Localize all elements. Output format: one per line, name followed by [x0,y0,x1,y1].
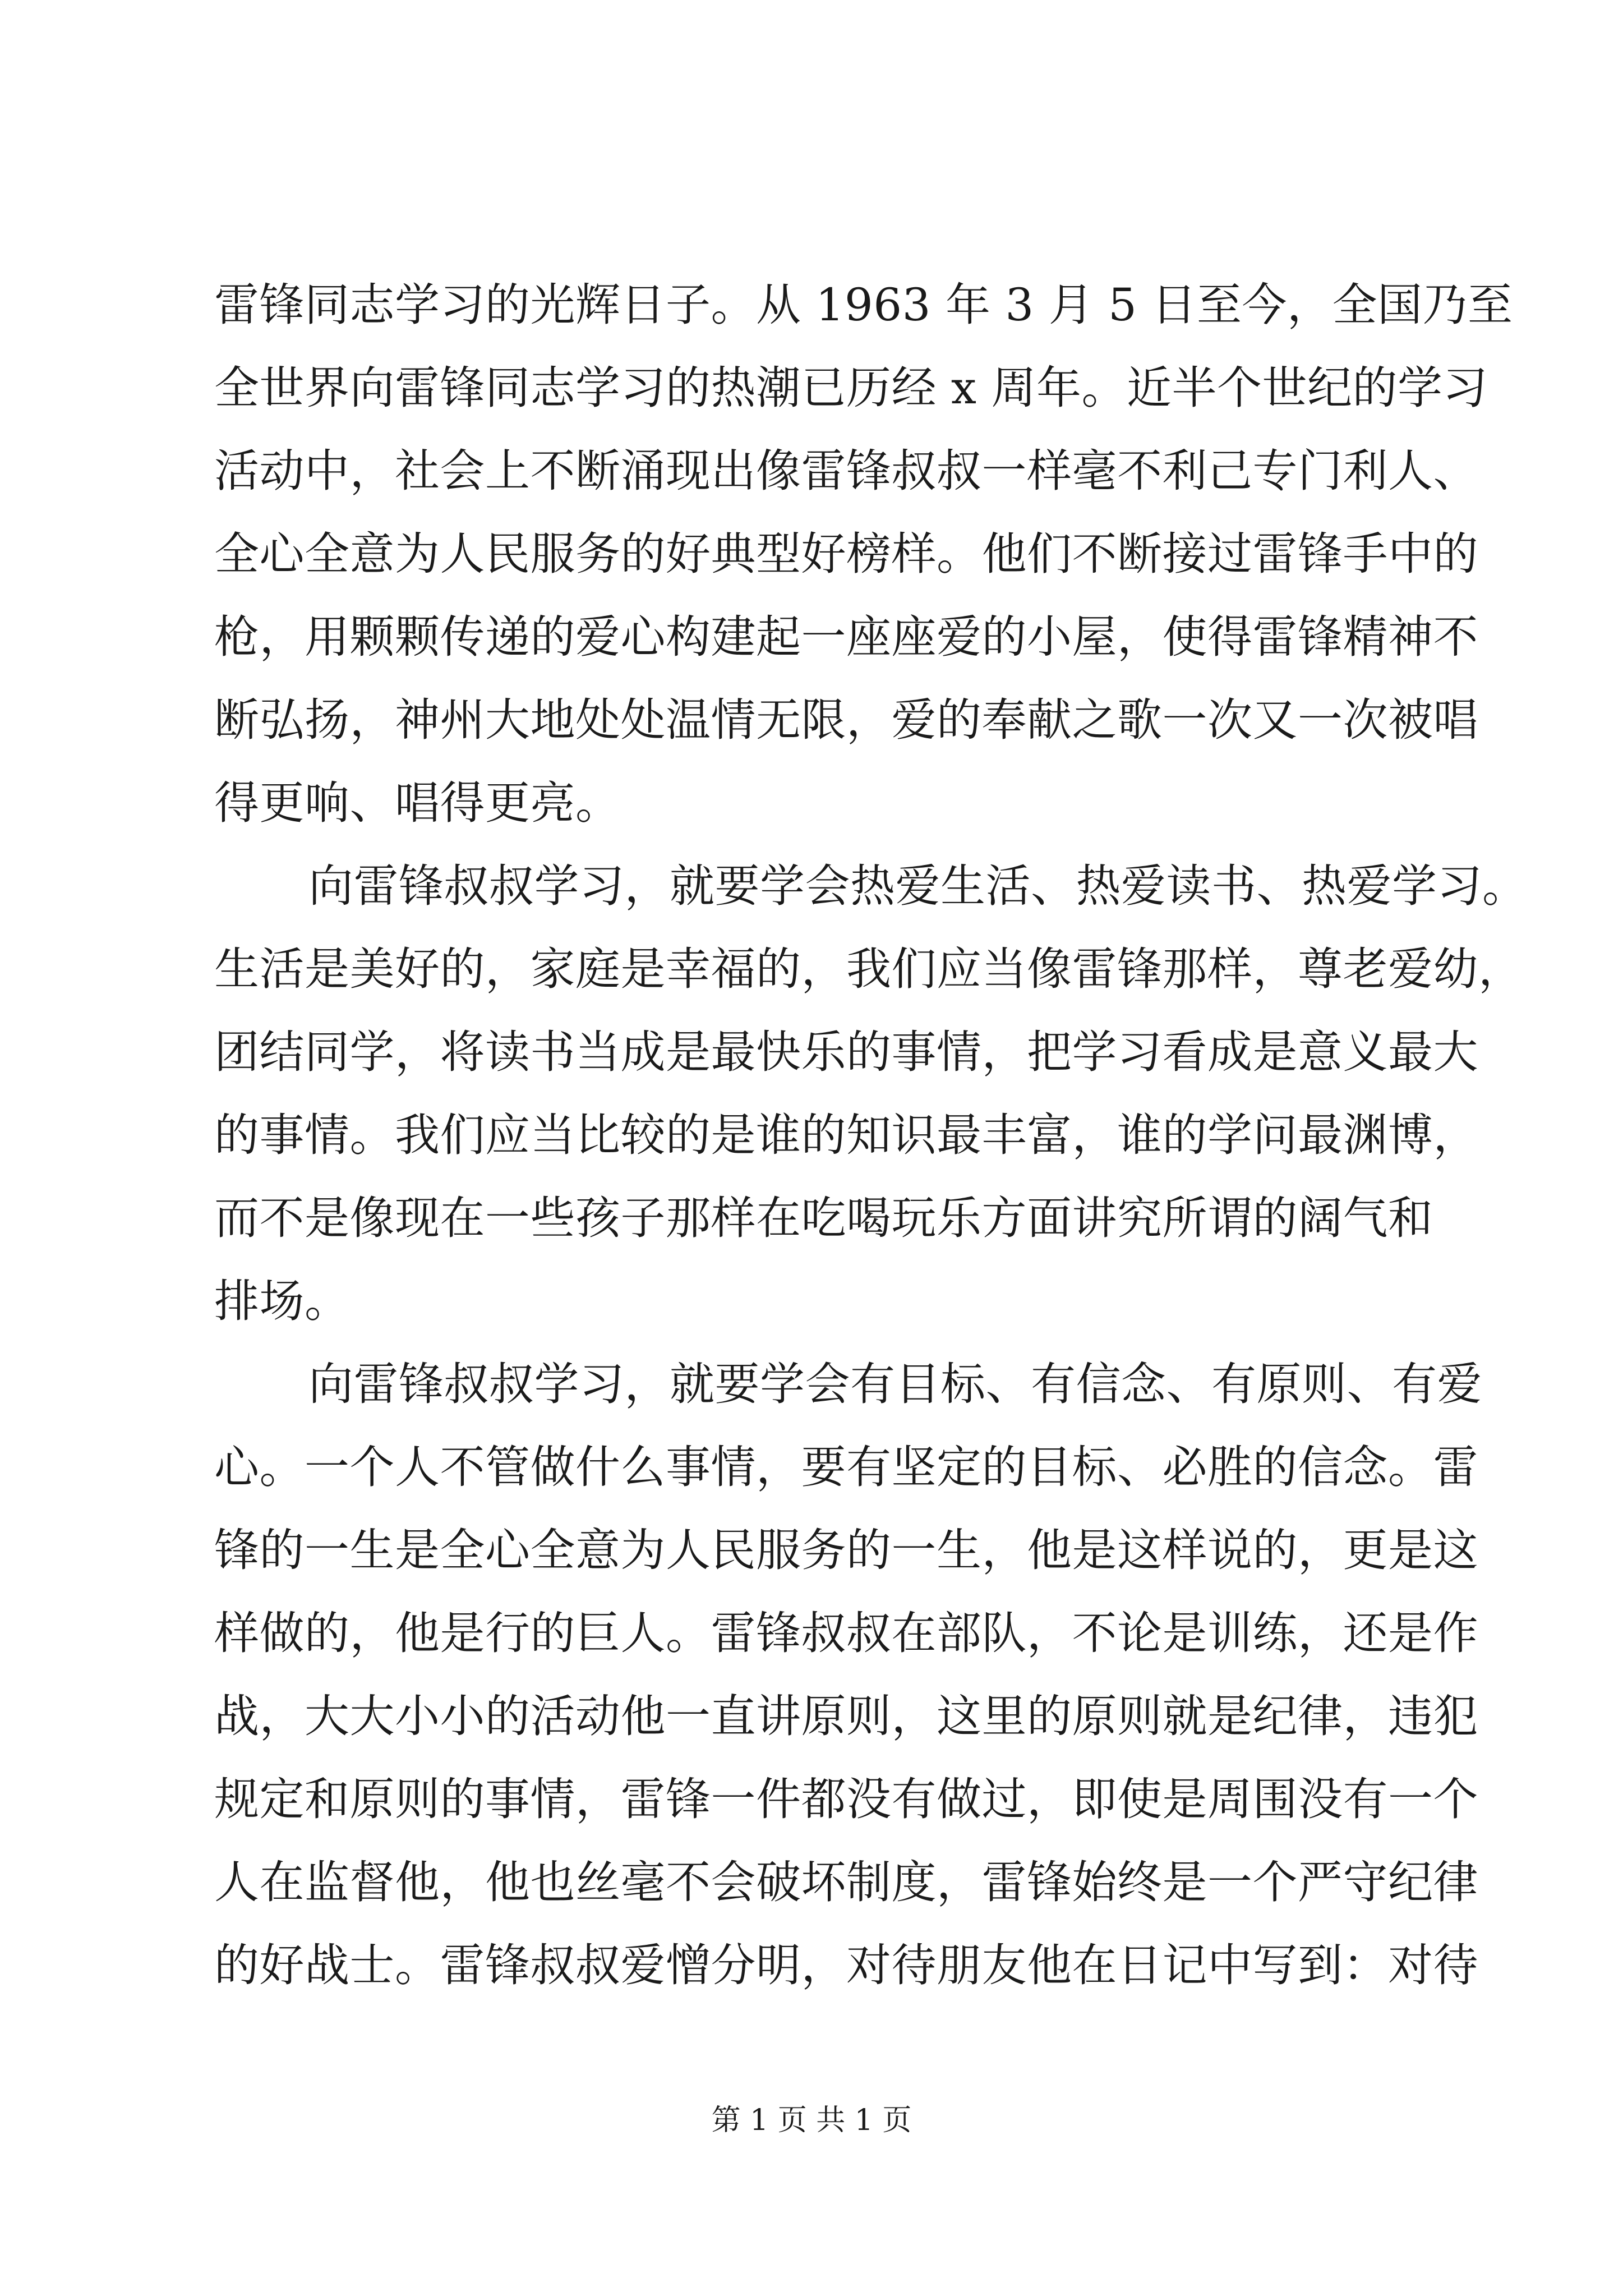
text-line: 雷锋同志学习的光辉日子。从 1963 年 3 月 5 日至今，全国乃至 [214,279,1513,331]
paragraph-3 [214,1343,1482,2007]
text-line: 生活是美好的，家庭是幸福的，我们应当像雷锋那样，尊老爱幼， [214,943,1524,995]
paragraph-2 [214,845,1528,1343]
text-line: 规定和原则的事情，雷锋一件都没有做过，即使是周围没有一个 [214,1773,1478,1825]
page-number-footer: 第 1 页 共 1 页 [711,2104,912,2137]
text-line: 而不是像现在一些孩子那样在吃喝玩乐方面讲究所谓的阔气和 [214,1192,1433,1244]
text-line: 人在监督他，他也丝毫不会破坏制度，雷锋始终是一个严守纪律 [214,1856,1478,1908]
text-line: 锋的一生是全心全意为人民服务的一生，他是这样说的，更是这 [214,1524,1478,1576]
text-line: 枪，用颗颗传递的爱心构建起一座座爱的小屋，使得雷锋精神不 [214,611,1478,663]
document-body [214,264,1528,2007]
text-line: 心。一个人不管做什么事情，要有坚定的目标、必胜的信念。雷 [214,1441,1478,1493]
text-line: 全心全意为人民服务的好典型好榜样。他们不断接过雷锋手中的 [214,528,1478,580]
paragraph-1 [214,264,1513,845]
text-line: 向雷锋叔叔学习，就要学会热爱生活、热爱读书、热爱学习。 [308,860,1528,912]
text-line: 断弘扬，神州大地处处温情无限，爱的奉献之歌一次又一次被唱 [214,694,1478,746]
text-line: 战，大大小小的活动他一直讲原则，这里的原则就是纪律，违犯 [214,1690,1478,1742]
text-line: 团结同学，将读书当成是最快乐的事情，把学习看成是意义最大 [214,1026,1478,1078]
text-line: 排场。 [214,1275,350,1327]
text-line: 向雷锋叔叔学习，就要学会有目标、有信念、有原则、有爱 [308,1358,1482,1410]
text-line: 全世界向雷锋同志学习的热潮已历经 x 周年。近半个世纪的学习 [214,362,1488,414]
text-line: 得更响、唱得更亮。 [214,777,621,829]
text-line: 活动中，社会上不断涌现出像雷锋叔叔一样毫不利己专门利人、 [214,445,1478,497]
text-line: 的好战士。雷锋叔叔爱憎分明，对待朋友他在日记中写到：对待 [214,1939,1478,1991]
text-line: 样做的，他是行的巨人。雷锋叔叔在部队，不论是训练，还是作 [214,1607,1478,1659]
text-line: 的事情。我们应当比较的是谁的知识最丰富，谁的学问最渊博， [214,1109,1478,1161]
